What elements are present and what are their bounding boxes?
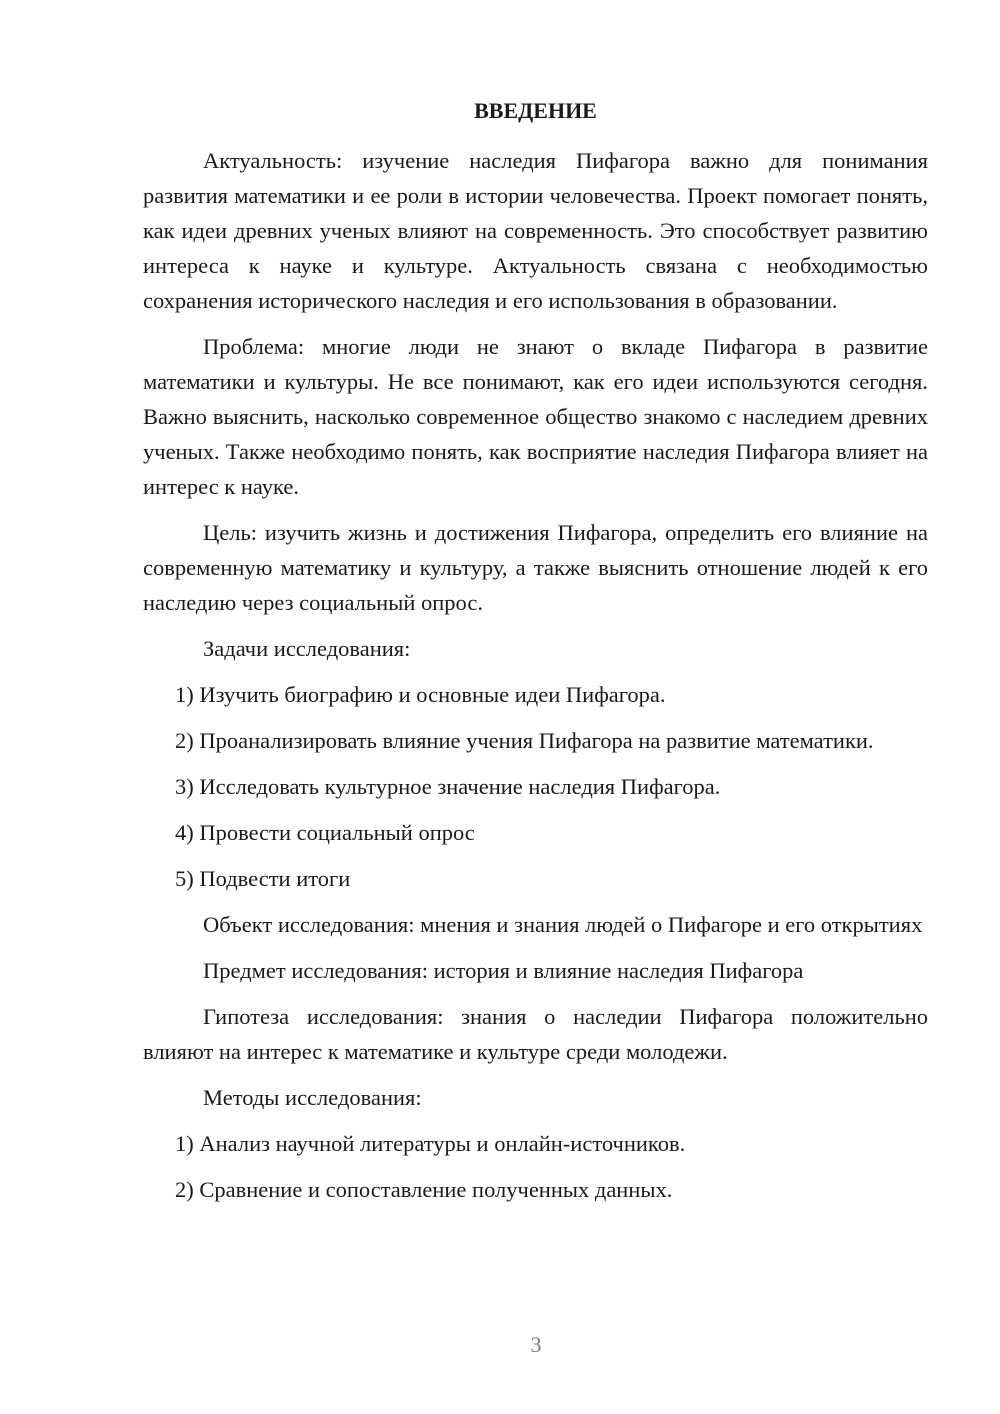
task-item: 5) Подвести итоги	[175, 866, 351, 891]
page-number: 3	[530, 1332, 542, 1357]
section-heading: ВВЕДЕНИЕ	[474, 98, 597, 123]
methods-title: Методы исследования:	[203, 1085, 422, 1110]
goal-paragraph: Цель: изучить жизнь и достижения Пифагора, определить его влияние на современную математику и культуру, а также выяснить отношение людей к его наследию через социальный опрос.	[143, 520, 928, 615]
task-item: 3) Исследовать культурное значение наследия Пифагора.	[175, 774, 721, 799]
object-paragraph: Объект исследования: мнения и знания людей о Пифагоре и его открытиях	[203, 912, 923, 937]
tasks-title: Задачи исследования:	[203, 636, 411, 661]
task-item: 4) Провести социальный опрос	[175, 820, 475, 845]
relevance-paragraph: Актуальность: изучение наследия Пифагора важно для понимания развития математики и ее роли в истории человечества. Проект помогает понять, как идеи древних ученых влияют на современность. Это способствует развитию интереса к науке и культуре. Актуальность связана с необходимостью сохранения исторического наследия и его использования в образовании.	[143, 148, 928, 313]
subject-paragraph: Предмет исследования: история и влияние наследия Пифагора	[203, 958, 804, 983]
problem-paragraph: Проблема: многие люди не знают о вкладе Пифагора в развитие математики и культуры. Не все понимают, как его идеи используются сегодня. Важно выяснить, насколько современное общество знакомо с наследием древних ученых. Также необходимо понять, как восприятие наследия Пифагора влияет на интерес к науке.	[143, 334, 928, 499]
document-page	[143, 96, 928, 1218]
method-item: 1) Анализ научной литературы и онлайн-источников.	[175, 1131, 686, 1156]
task-item: 2) Проанализировать влияние учения Пифагора на развитие математики.	[175, 728, 874, 753]
method-item: 2) Сравнение и сопоставление полученных данных.	[175, 1177, 673, 1202]
hypothesis-paragraph: Гипотеза исследования: знания о наследии Пифагора положительно влияют на интерес к математике и культуре среди молодежи.	[143, 1004, 928, 1064]
task-item: 1) Изучить биографию и основные идеи Пифагора.	[175, 682, 666, 707]
